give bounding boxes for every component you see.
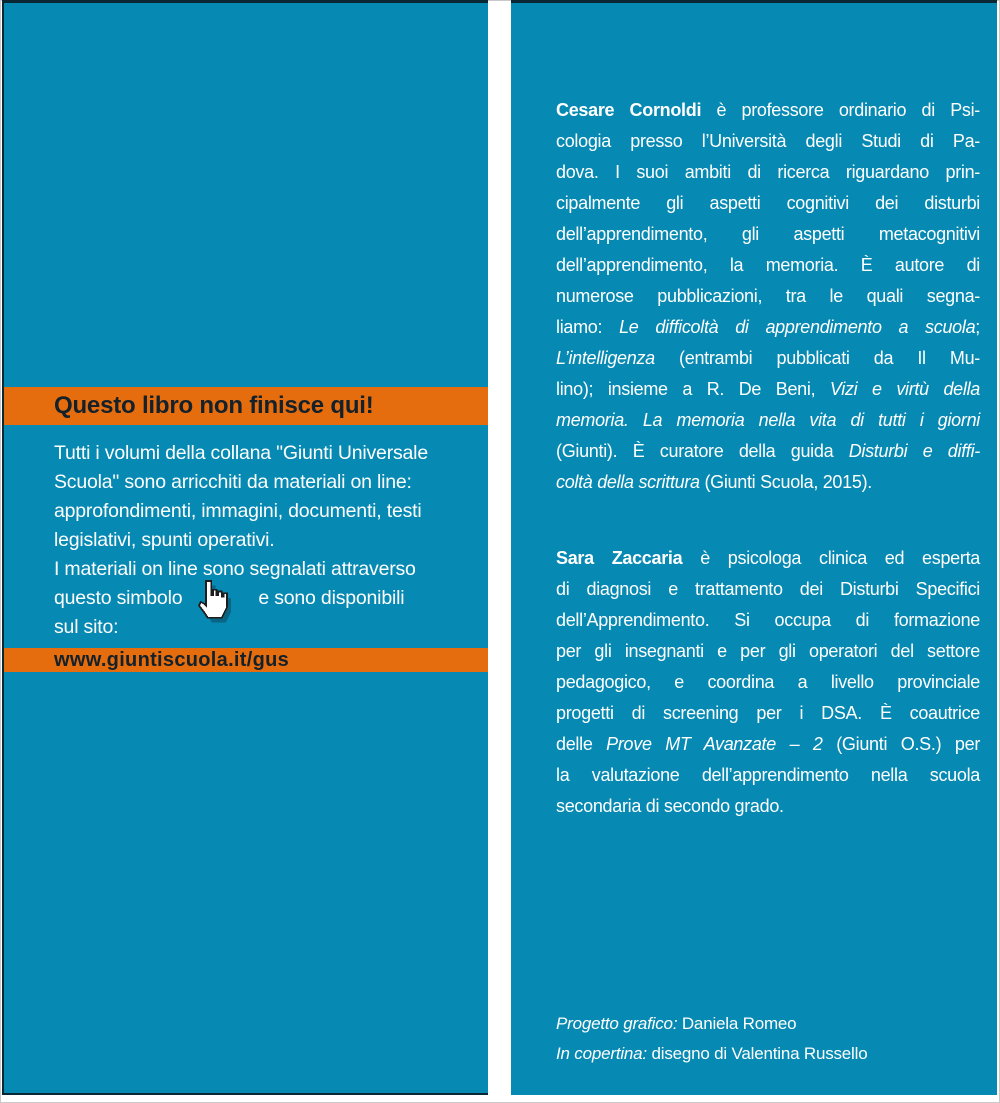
- text-line: approfondimenti, immagini, documenti, testi: [54, 500, 422, 522]
- text-line: dell’apprendimento, la memoria. È autore di: [556, 255, 980, 275]
- text-line: Progetto grafico: Daniela Romeo: [556, 1014, 797, 1033]
- text-line: dova. I suoi ambiti di ricerca riguardano prin-: [556, 162, 980, 182]
- text-line: memoria. La memoria nella vita di tutti i giorni: [556, 410, 980, 430]
- online-materials-paragraph: [54, 439, 490, 642]
- author-bio-cornoldi: [556, 95, 980, 498]
- text-line: I materiali on line sono segnalati attraverso: [54, 558, 416, 580]
- right-flap-panel: [511, 0, 997, 1095]
- website-url: www.giuntiscuola.it/gus: [54, 649, 290, 671]
- text-line: Scuola" sono arricchiti da materiali on line:: [54, 471, 412, 493]
- text-line: la valutazione dell’apprendimento nella scuola: [556, 765, 980, 785]
- website-banner: [4, 648, 488, 672]
- text-line: lino); insieme a R. De Beni, Vizi e virtù della: [556, 379, 980, 399]
- text-line: progetti di screening per i DSA. È coautrice: [556, 703, 980, 723]
- text-line: di diagnosi e trattamento dei Disturbi Specifici: [556, 579, 980, 599]
- author-bio-zaccaria: [556, 543, 980, 822]
- colophon-credits: [556, 1009, 867, 1069]
- text-line: coltà della scrittura (Giunti Scuola, 2015).: [556, 472, 872, 492]
- promo-banner: [4, 387, 488, 425]
- text-line: In copertina: disegno di Valentina Russello: [556, 1044, 868, 1063]
- text-line: secondaria di secondo grado.: [556, 796, 784, 816]
- text-line: numerose pubblicazioni, tra le quali segna-: [556, 286, 980, 306]
- text-line: cipalmente gli aspetti cognitivi dei disturbi: [556, 193, 980, 213]
- text-line: questo simbolo e sono disponibili: [54, 587, 405, 609]
- text-line: delle Prove MT Avanzate – 2 (Giunti O.S.) per: [556, 734, 981, 754]
- text-line: liamo: Le difficoltà di apprendimento a scuola;: [556, 317, 980, 337]
- text-line: sul sito:: [54, 616, 119, 638]
- promo-banner-title: Questo libro non finisce qui!: [54, 392, 374, 419]
- text-line: per gli insegnanti e per gli operatori del settore: [556, 641, 980, 661]
- text-line: legislativi, spunti operativi.: [54, 529, 275, 551]
- left-flap-panel: [2, 0, 488, 1095]
- text-line: dell’apprendimento, gli aspetti metacognitivi: [556, 224, 980, 244]
- text-line: (Giunti). È curatore della guida Disturbi e diffi-: [556, 441, 980, 461]
- hand-pointer-cursor-icon: [192, 579, 234, 625]
- text-line: cologia presso l’Università degli Studi di Pa-: [556, 131, 980, 151]
- text-line: L’intelligenza (entrambi pubblicati da Il Mu-: [556, 348, 980, 368]
- text-line: pedagogico, e coordina a livello provinciale: [556, 672, 980, 692]
- text-line: dell’Apprendimento. Si occupa di formazione: [556, 610, 980, 630]
- text-line: Tutti i volumi della collana "Giunti Universale: [54, 442, 428, 464]
- text-line: Cesare Cornoldi è professore ordinario di Psi-: [556, 100, 980, 120]
- text-line: Sara Zaccaria è psicologa clinica ed esperta: [556, 548, 980, 568]
